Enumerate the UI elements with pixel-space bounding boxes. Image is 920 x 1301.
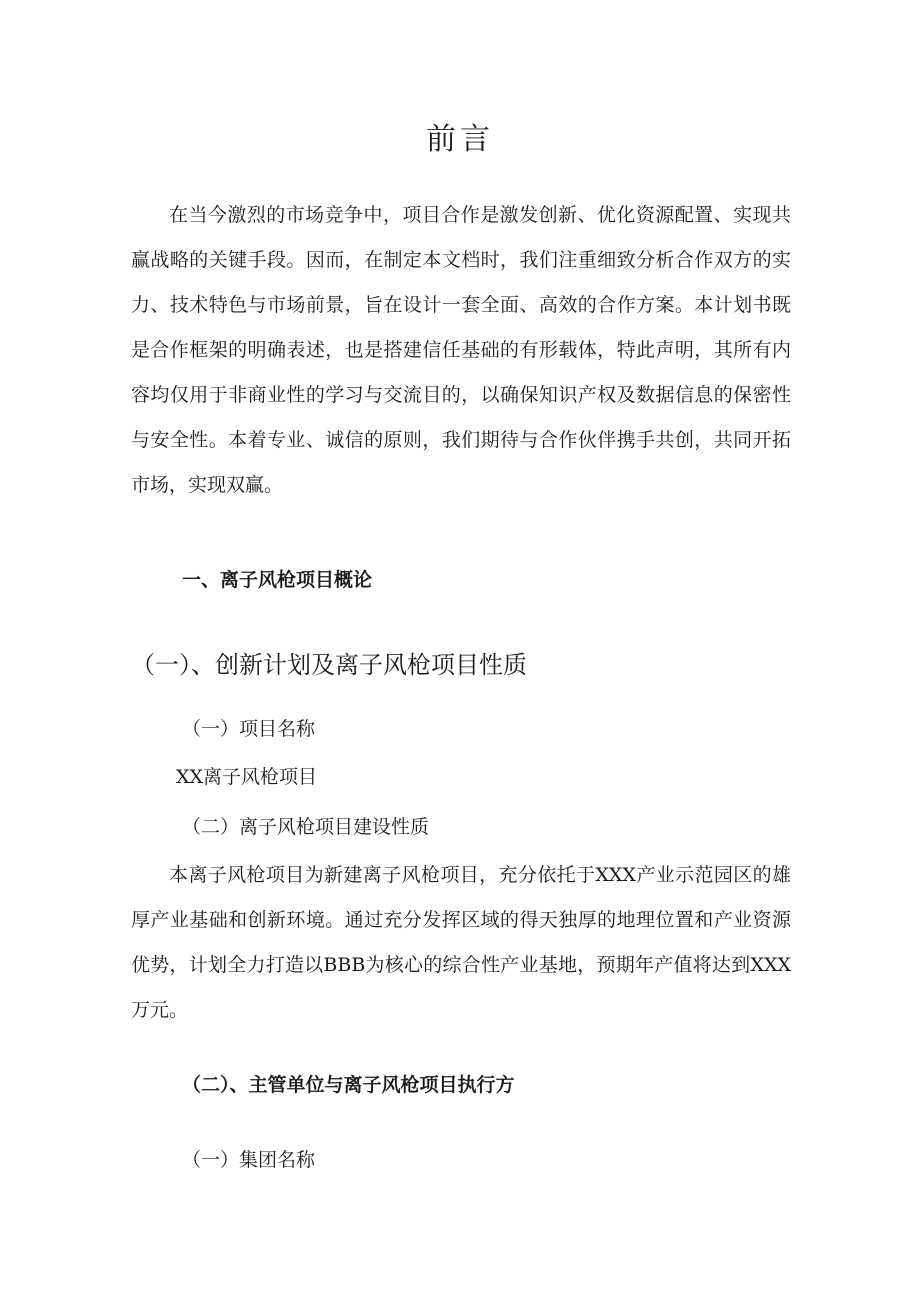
item-label-project-name: （一）项目名称 — [182, 718, 316, 740]
intro-paragraph: 在当今激烈的市场竞争中，项目合作是激发创新、优化资源配置、实现共赢战略的关键手段。因而，在制定本文档时，我们注重细致分析合作双方的实力、技术特色与市场前景，旨在设计一套全面、高效的合作方案。本计划书既是合作框架的明确表述，也是搭建信任基础的有形载体，特此声明，其所有内容均仅用于非商业性的学习与交流目的，以确保知识产权及数据信息的保密性与安全性。本着专业、诚信的原则，我们期待与合作伙伴携手共创，共同开拓市场，实现双赢。 — [131, 204, 791, 496]
item-label-group-name: （一）集团名称 — [182, 1149, 316, 1171]
page-title: 前言 — [426, 122, 494, 157]
construction-nature-paragraph: 本离子风枪项目为新建离子风枪项目，充分依托于XXX产业示范园区的雄厚产业基础和创新环境。通过充分发挥区域的得天独厚的地理位置和产业资源优势，计划全力打造以BBB为核心的综合性产业基地，预期年产值将达到XXX万元。 — [131, 864, 791, 1021]
subsection-heading-management: （二）、主管单位与离子风枪项目执行方 — [182, 1074, 515, 1096]
item-label-construction-nature: （二）离子风枪项目建设性质 — [182, 816, 430, 838]
section-heading-overview: 一、离子风枪项目概论 — [182, 569, 373, 591]
subsection-heading-innovation: （一）、创新计划及离子风枪项目性质 — [131, 651, 527, 679]
item-value-project-name: XX离子风枪项目 — [176, 766, 318, 788]
